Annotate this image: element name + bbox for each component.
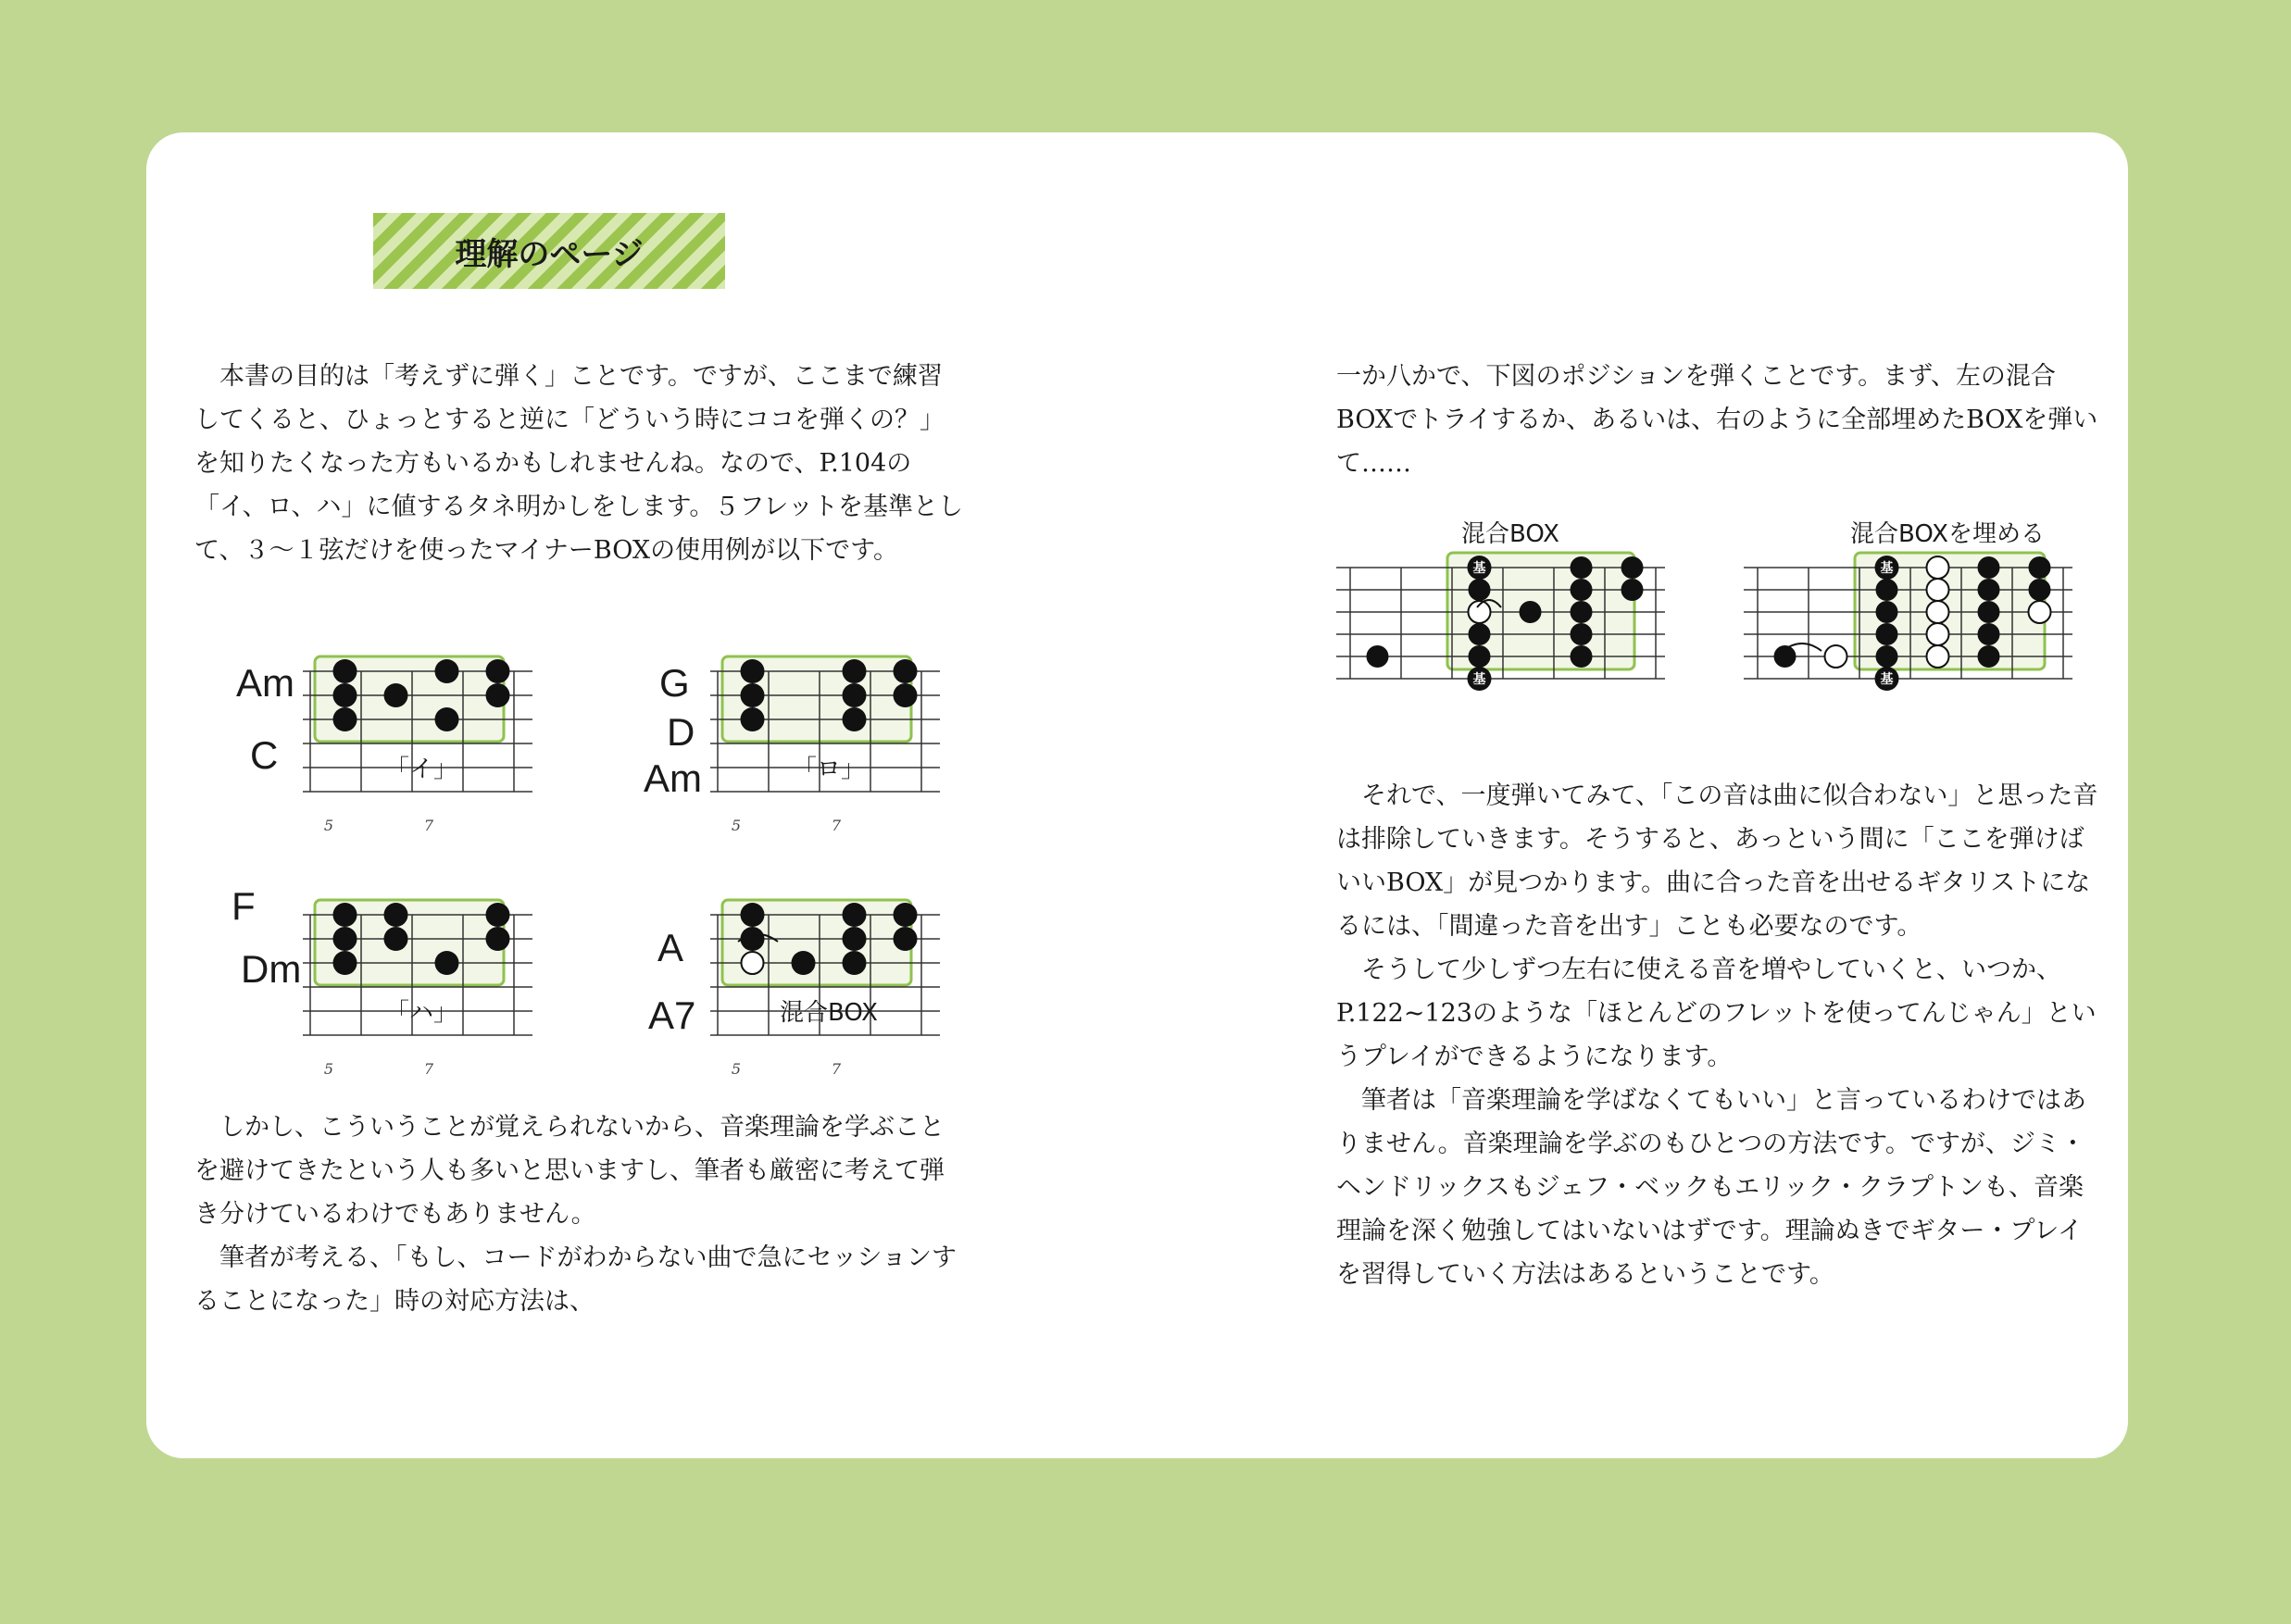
banner-title: 理解のページ [455, 235, 644, 273]
note-dot [333, 683, 357, 707]
note-dot [2029, 556, 2051, 579]
diagram-title: 混合BOX [1461, 520, 1559, 548]
paragraph: それで、一度弾いてみて、「この音は曲に似合わない」と思った音は排除していきます。そうすると、あっという間に「ここを弾けばいいBOX」が見つかります。曲に合った音を出せるギタリストになるには、「間違った音を出す」ことも必要なのです。 [1336, 781, 2098, 941]
diagram-right-mixed [1336, 514, 1688, 736]
paragraph: 筆者が考える、「もし、コードがわからない曲で急にセッションすることになった」時の対応方法は、 [194, 1243, 957, 1316]
chord-name: A7 [648, 993, 696, 1037]
note-dot [843, 927, 867, 951]
note-dot [1978, 601, 2000, 623]
root-mark: 基 [1472, 672, 1486, 687]
note-dot [1876, 645, 1898, 668]
fret-number: 7 [423, 817, 434, 834]
chord-name: G [659, 661, 690, 705]
note-dot [1978, 623, 2000, 645]
note-dot [1469, 579, 1491, 601]
position-label: 「ハ」 [384, 999, 458, 1027]
note-dot-open [2029, 601, 2051, 623]
note-dot [843, 903, 867, 927]
note-dot [486, 683, 510, 707]
note-dot [1571, 645, 1593, 668]
paragraph: 筆者は「音楽理論を学ばなくてもいい」と言っているわけではありません。音楽理論を学ぶのもひとつの方法です。ですが、ジミ・ヘンドリックスもジェフ・ベックもエリック・クラプトンも、音楽理論を深く勉強してはいないはずです。理論ぬきでギター・プレイを習得していく方法はあるということです。 [1336, 1086, 2086, 1289]
note-dot [333, 903, 357, 927]
note-dot [384, 927, 408, 951]
chord-name: D [667, 710, 695, 754]
note-dot [741, 707, 765, 731]
paragraph: 一か八かで、下図のポジションを弾くことです。まず、左の混合BOXでトライするか、あるいは、右のように全部埋めたBOXを弾いて…… [1336, 362, 2098, 478]
chord-name: Am [644, 756, 703, 800]
note-dot [843, 659, 867, 683]
note-dot [1978, 645, 2000, 668]
root-mark: 基 [1472, 561, 1486, 576]
note-dot [894, 683, 918, 707]
note-dot [1571, 601, 1593, 623]
root-mark: 基 [1880, 561, 1894, 576]
note-dot [1621, 556, 1644, 579]
right-paragraph-1 [1336, 355, 2105, 485]
note-dot [1621, 579, 1644, 601]
note-dot [843, 683, 867, 707]
chord-name: A [657, 926, 684, 969]
note-dot [1876, 601, 1898, 623]
note-dot [1469, 623, 1491, 645]
note-dot [2029, 579, 2051, 601]
note-dot [486, 927, 510, 951]
note-dot [486, 659, 510, 683]
diagram-i [232, 648, 565, 852]
note-dot [1978, 556, 2000, 579]
note-dot [384, 903, 408, 927]
note-dot-open [1927, 579, 1949, 601]
note-dot [1571, 556, 1593, 579]
paragraph: 本書の目的は「考えずに弾く」ことです。ですが、ここまで練習してくると、ひょっとすると逆に「どういう時にココを弾くの？」を知りたくなった方もいるかもしれませんね。なので、P.104の「イ、ロ、ハ」に値するタネ明かしをします。５フレットを基準として、３〜１弦だけを使ったマイナーBOXの使用例が以下です。 [194, 362, 963, 565]
diagram-right-filled [1744, 514, 2096, 736]
paragraph: しかし、こういうことが覚えられないから、音楽理論を学ぶことを避けてきたという人も多いと思いますし、筆者も厳密に考えて弾き分けているわけでもありません。 [194, 1113, 945, 1229]
fret-number: 5 [731, 1060, 742, 1078]
note-dot [741, 683, 765, 707]
chord-name: Dm [241, 947, 302, 991]
note-dot [894, 927, 918, 951]
note-dot-open [1927, 601, 1949, 623]
note-dot [1876, 623, 1898, 645]
note-dot [435, 659, 459, 683]
note-dot [384, 683, 408, 707]
fret-number: 5 [323, 1060, 334, 1078]
diagram-mixed-box [639, 892, 972, 1095]
note-dot [333, 927, 357, 951]
fret-number: 7 [831, 817, 842, 834]
position-label: 「ロ」 [792, 756, 866, 783]
chord-name: Am [236, 661, 295, 705]
position-label: 「イ」 [384, 756, 458, 783]
note-dot [435, 707, 459, 731]
note-dot [894, 903, 918, 927]
note-dot [843, 707, 867, 731]
chord-name: F [232, 884, 256, 928]
note-dot [1469, 645, 1491, 668]
note-dot [843, 951, 867, 975]
root-mark: 基 [1880, 672, 1894, 687]
note-dot [333, 951, 357, 975]
note-dot-open [1825, 645, 1847, 668]
fret-number: 7 [423, 1060, 434, 1078]
note-dot [1571, 623, 1593, 645]
note-dot-open [742, 952, 764, 974]
fret-number: 7 [831, 1060, 842, 1078]
note-dot [1876, 579, 1898, 601]
note-dot [435, 951, 459, 975]
left-paragraph-1 [194, 355, 963, 572]
note-dot [741, 659, 765, 683]
note-dot [486, 903, 510, 927]
fret-number: 5 [323, 817, 334, 834]
right-paragraph-2 [1336, 774, 2105, 1296]
note-dot-open [1927, 556, 1949, 579]
note-dot-open [1927, 645, 1949, 668]
note-dot [741, 903, 765, 927]
note-dot [1978, 579, 2000, 601]
chord-name: C [250, 733, 279, 777]
diagram-title: 混合BOXを埋める [1850, 520, 2045, 548]
section-banner [373, 213, 725, 289]
note-dot-open [1927, 623, 1949, 645]
note-dot [333, 707, 357, 731]
note-dot [1520, 601, 1542, 623]
note-dot [333, 659, 357, 683]
note-dot [1367, 645, 1389, 668]
diagram-ro [639, 648, 972, 852]
left-paragraph-2 [194, 1106, 963, 1323]
note-dot [1571, 579, 1593, 601]
note-dot [894, 659, 918, 683]
fret-number: 5 [731, 817, 742, 834]
paragraph: そうして少しずつ左右に使える音を増やしていくと、いつか、P.122~123のような「ほとんどのフレットを使ってんじゃん」というプレイができるようになります。 [1336, 956, 2097, 1071]
position-label: 混合BOX [780, 999, 878, 1027]
diagram-ha [232, 884, 565, 1095]
note-dot [792, 951, 816, 975]
